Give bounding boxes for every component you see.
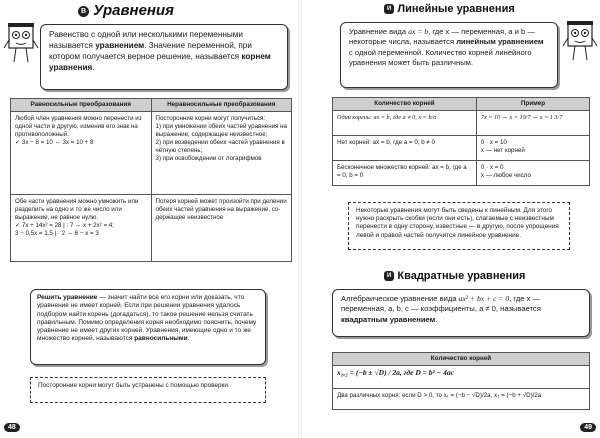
- table-row: [11, 112, 292, 195]
- table-cell: Два различных корня: если D > 0, то x₁ = (−b − √D)/2a, x₂ = (−b + √D)/2a: [333, 389, 590, 410]
- table-cell: Обе части уравнения можно умножить или разделить на одно и то же число или выражение, не равное нулю. ✓ 7x + 14x² = 28 | : 7 ⇔ x + 2x² = 4; 3 − 0,5x = 1,5 | · 2 ⇔ 6 − x = 3: [11, 195, 152, 262]
- col-roots-header: Количество корней: [333, 98, 477, 111]
- table-row: [333, 389, 590, 410]
- mascot-icon: [562, 20, 598, 80]
- text-run: ax² + bx + c = 0: [458, 294, 510, 303]
- table-cell: 7x = 10 ⇔ x = 10/7 ⇔ x = 1 3/7: [476, 111, 589, 136]
- quadratic-section-title: [384, 270, 525, 282]
- bold-term: уравнением: [95, 41, 145, 50]
- text-run: ax = b: [408, 27, 429, 36]
- section-badge: И: [384, 4, 394, 14]
- definition-text: [49, 30, 271, 72]
- solve-equation-box: [30, 289, 266, 365]
- table-cell: Любой член уравнения можно перенести из одной части в другую, изменив его знак на противоположный. ✓ 3x − 8 = 10 ⇔ 3x = 10 + 8: [11, 112, 152, 195]
- mascot-icon: [3, 22, 39, 82]
- table-cell: Потеря корней может произойти при делении обеих частей уравнения на выражение, содержащее неизвестное: [151, 195, 292, 262]
- right-page: [300, 0, 600, 438]
- text-run: — значит найти все его корни или доказать, что уравнение не имеет корней. Если при решении уравнения удалось подбором найти корень (догадаться), то такое решение нельзя считать правильным. Помимо определения корня необходимо пояснить, почему уравнение не имеет других корней. Уравнения, имеющие одно и то же множество корней, называются: [37, 294, 257, 343]
- table-row: [333, 366, 590, 389]
- section-badge: В: [78, 6, 89, 17]
- table-cell: 0 · x = 10 x — нет корней: [476, 136, 589, 161]
- bold-term: Решить уравнение: [37, 294, 98, 301]
- text-run: Алгебраическое уравнение вида: [341, 294, 459, 303]
- equation-definition-box: [40, 24, 288, 90]
- solve-note-text: [37, 294, 256, 342]
- text-run: Равенство с одной или несколькими переменными называется: [49, 30, 243, 50]
- text-run: .: [435, 314, 438, 324]
- definition-text: [349, 27, 543, 67]
- linear-note: Некоторые уравнения могут быть сведены к линейным. Для этого нужно раскрыть скобки (если они есть), слагаемые с неизвестным перенести в одну сторону, известные — в другую, после упрощения левой и правой частей получится линейное уравнение.: [348, 202, 570, 250]
- text-run: . Значение переменной, при котором получается верное решение, называется: [49, 41, 252, 61]
- table-cell: Нет корней: ax = b, где a = 0, b ≠ 0: [333, 136, 477, 161]
- bold-term: квадратным уравнением: [341, 314, 436, 324]
- quadratic-roots-table: [332, 352, 590, 410]
- text-run: Уравнение вида: [349, 27, 409, 36]
- title-text: Уравнения: [93, 2, 174, 19]
- discriminant-formula: x₁,₂ = (−b ± √D) / 2a, где D = b² − 4ac: [333, 366, 590, 389]
- bold-term: равносильными: [134, 335, 188, 343]
- text-run: .: [92, 63, 95, 72]
- definition-text: [341, 294, 541, 324]
- col-equivalent-header: Равносильные преобразования: [11, 99, 152, 112]
- bold-term: корнем уравнения: [49, 52, 271, 72]
- transformations-table: [10, 98, 292, 262]
- table-cell: 0 · x = 0 x — любое число: [476, 161, 589, 186]
- page-number: 49: [580, 423, 596, 432]
- section-badge: И: [384, 271, 394, 281]
- page-title: [78, 2, 174, 19]
- linear-roots-table: [332, 97, 590, 186]
- text-run: , где x — переменная, a, b, c — коэффициенты, a ≠ 0, называется: [341, 294, 541, 314]
- table-row: [333, 161, 590, 186]
- table-cell: Один корень: ax = b, где a ≠ 0, x = b/a: [333, 111, 477, 136]
- table-row: [11, 195, 292, 262]
- col-roots-header: Количество корней: [333, 353, 590, 366]
- table-cell: Посторонние корни могут получиться: 1) при умножении обеих частей уравнения на выражение, содержащее неизвестное; 2) при возведении обеих частей уравнения в чётную степень; 3) при освобождении от логарифмов: [151, 112, 292, 195]
- quadratic-definition-box: [332, 289, 590, 337]
- text-run: с одной переменной. Количество корней линейного уравнения может быть различным.: [349, 47, 532, 68]
- check-note: Посторонние корни могут быть устранены с помощью проверки.: [30, 377, 266, 403]
- text-run: .: [187, 335, 190, 343]
- table-row: [333, 111, 590, 136]
- col-nonequivalent-header: Неравносильные преобразования: [151, 99, 292, 112]
- title-text: Квадратные уравнения: [397, 270, 526, 282]
- table-row: [333, 136, 590, 161]
- bold-term: линейным уравнением: [456, 37, 544, 47]
- linear-definition-box: [340, 22, 558, 88]
- text-run: , где x — переменная, a и b — некоторые числа, называется: [349, 27, 535, 47]
- linear-section-title: [384, 3, 515, 15]
- title-text: Линейные уравнения: [397, 3, 515, 15]
- table-cell: Бесконечное множество корней: ax = b, где a = 0, b = 0: [333, 161, 477, 186]
- col-example-header: Пример: [476, 98, 589, 111]
- page-number: 48: [4, 423, 20, 432]
